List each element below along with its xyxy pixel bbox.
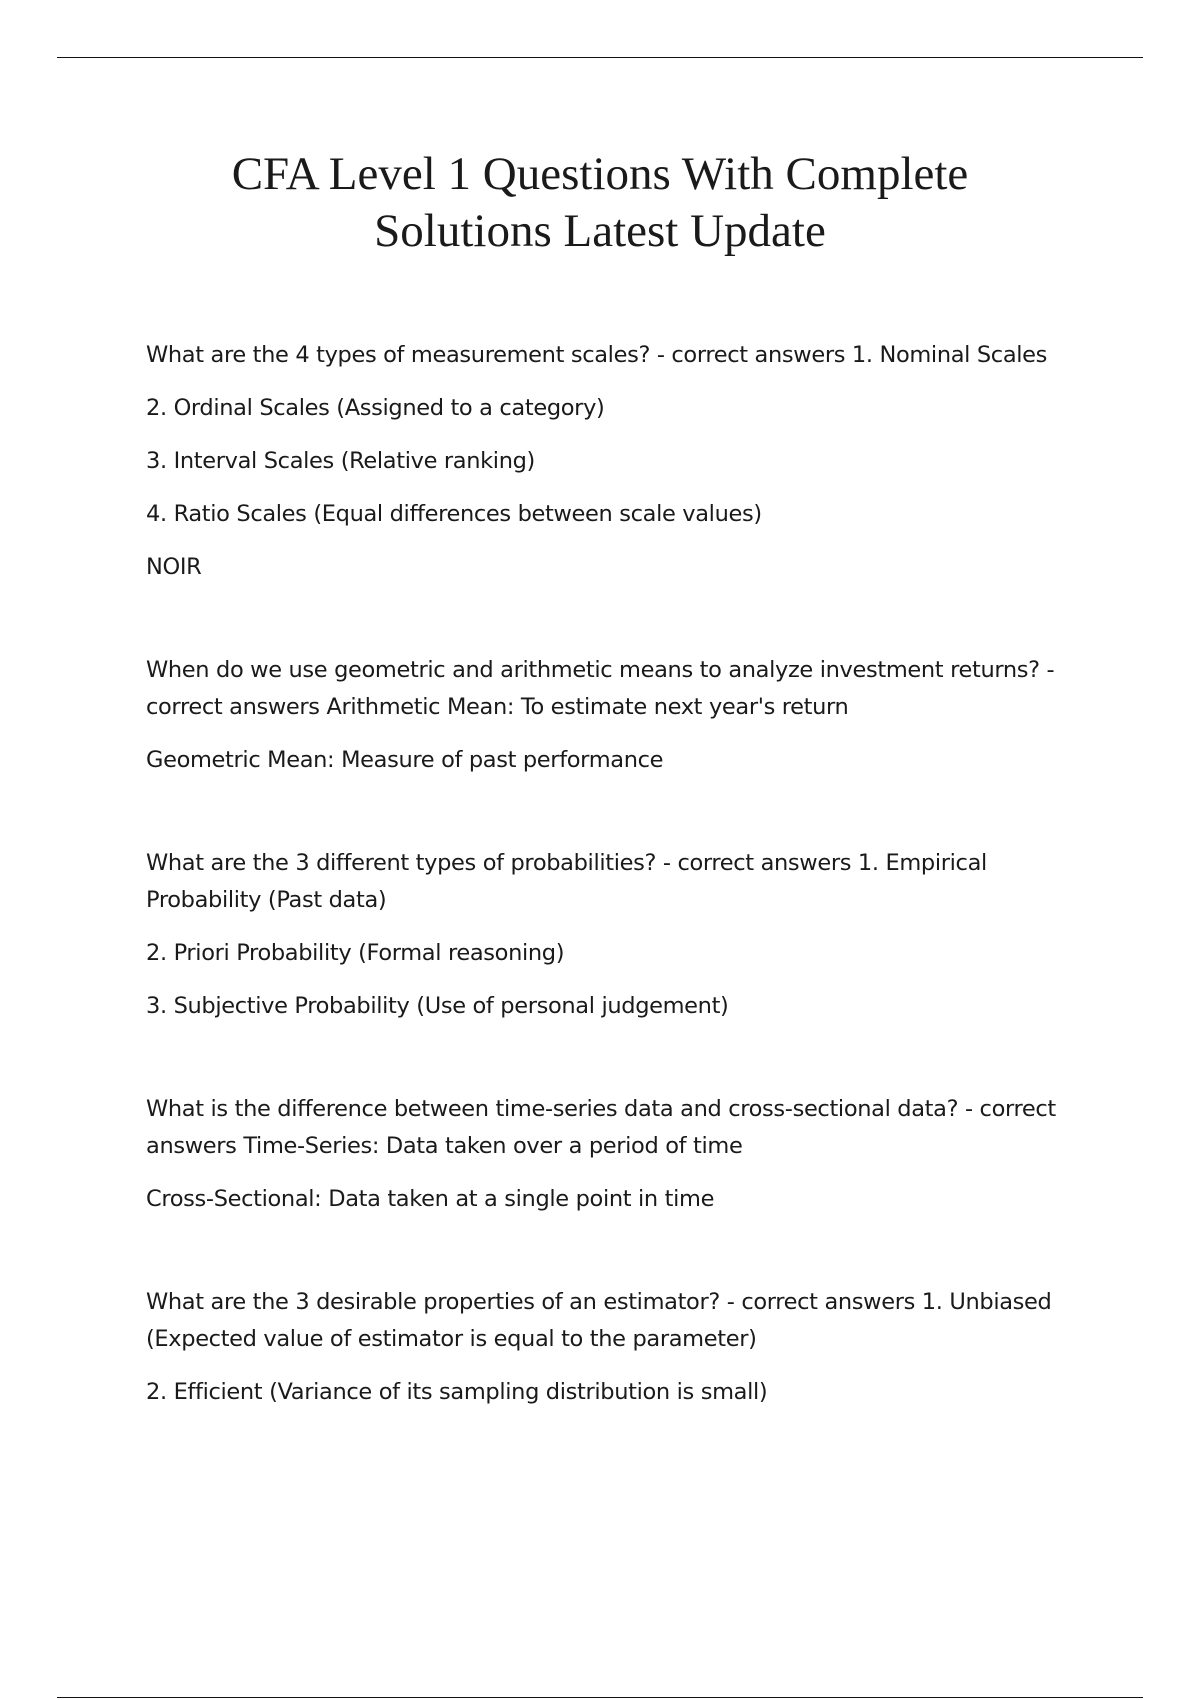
document-title [100,146,1100,260]
answer-line: 2. Priori Probability (Formal reasoning) [146,940,565,966]
answer-line: 3. Subjective Probability (Use of personal judgement) [146,993,729,1019]
top-rule [57,57,1143,58]
answer-line: 3. Interval Scales (Relative ranking) [146,448,535,474]
question-text: When do we use geometric and arithmetic means to analyze investment returns? - correct answers Arithmetic Mean: To estimate next year's return [146,657,1055,720]
answer-line: 4. Ratio Scales (Equal differences between scale values) [146,501,762,527]
qa-item [146,845,1086,1025]
qa-item [146,1091,1086,1218]
answer-line: NOIR [146,554,202,580]
qa-item [146,652,1086,779]
question-text: What are the 3 different types of probabilities? - correct answers 1. Empirical Probability (Past data) [146,850,987,913]
answer-line: Geometric Mean: Measure of past performance [146,747,664,773]
qa-item [146,1284,1086,1411]
qa-list [146,337,1086,1477]
title-line-1: CFA Level 1 Questions With Complete [231,148,969,200]
question-text: What are the 4 types of measurement scales? - correct answers 1. Nominal Scales [146,342,1048,368]
title-line-2: Solutions Latest Update [374,205,826,257]
bottom-rule [57,1697,1143,1698]
question-text: What are the 3 desirable properties of an estimator? - correct answers 1. Unbiased (Expected value of estimator is equal to the parameter) [146,1289,1052,1352]
answer-line: Cross-Sectional: Data taken at a single point in time [146,1186,715,1212]
question-text: What is the difference between time-series data and cross-sectional data? - correct answers Time-Series: Data taken over a period of time [146,1096,1056,1159]
answer-line: 2. Efficient (Variance of its sampling distribution is small) [146,1379,768,1405]
answer-line: 2. Ordinal Scales (Assigned to a category) [146,395,605,421]
qa-item [146,337,1086,586]
